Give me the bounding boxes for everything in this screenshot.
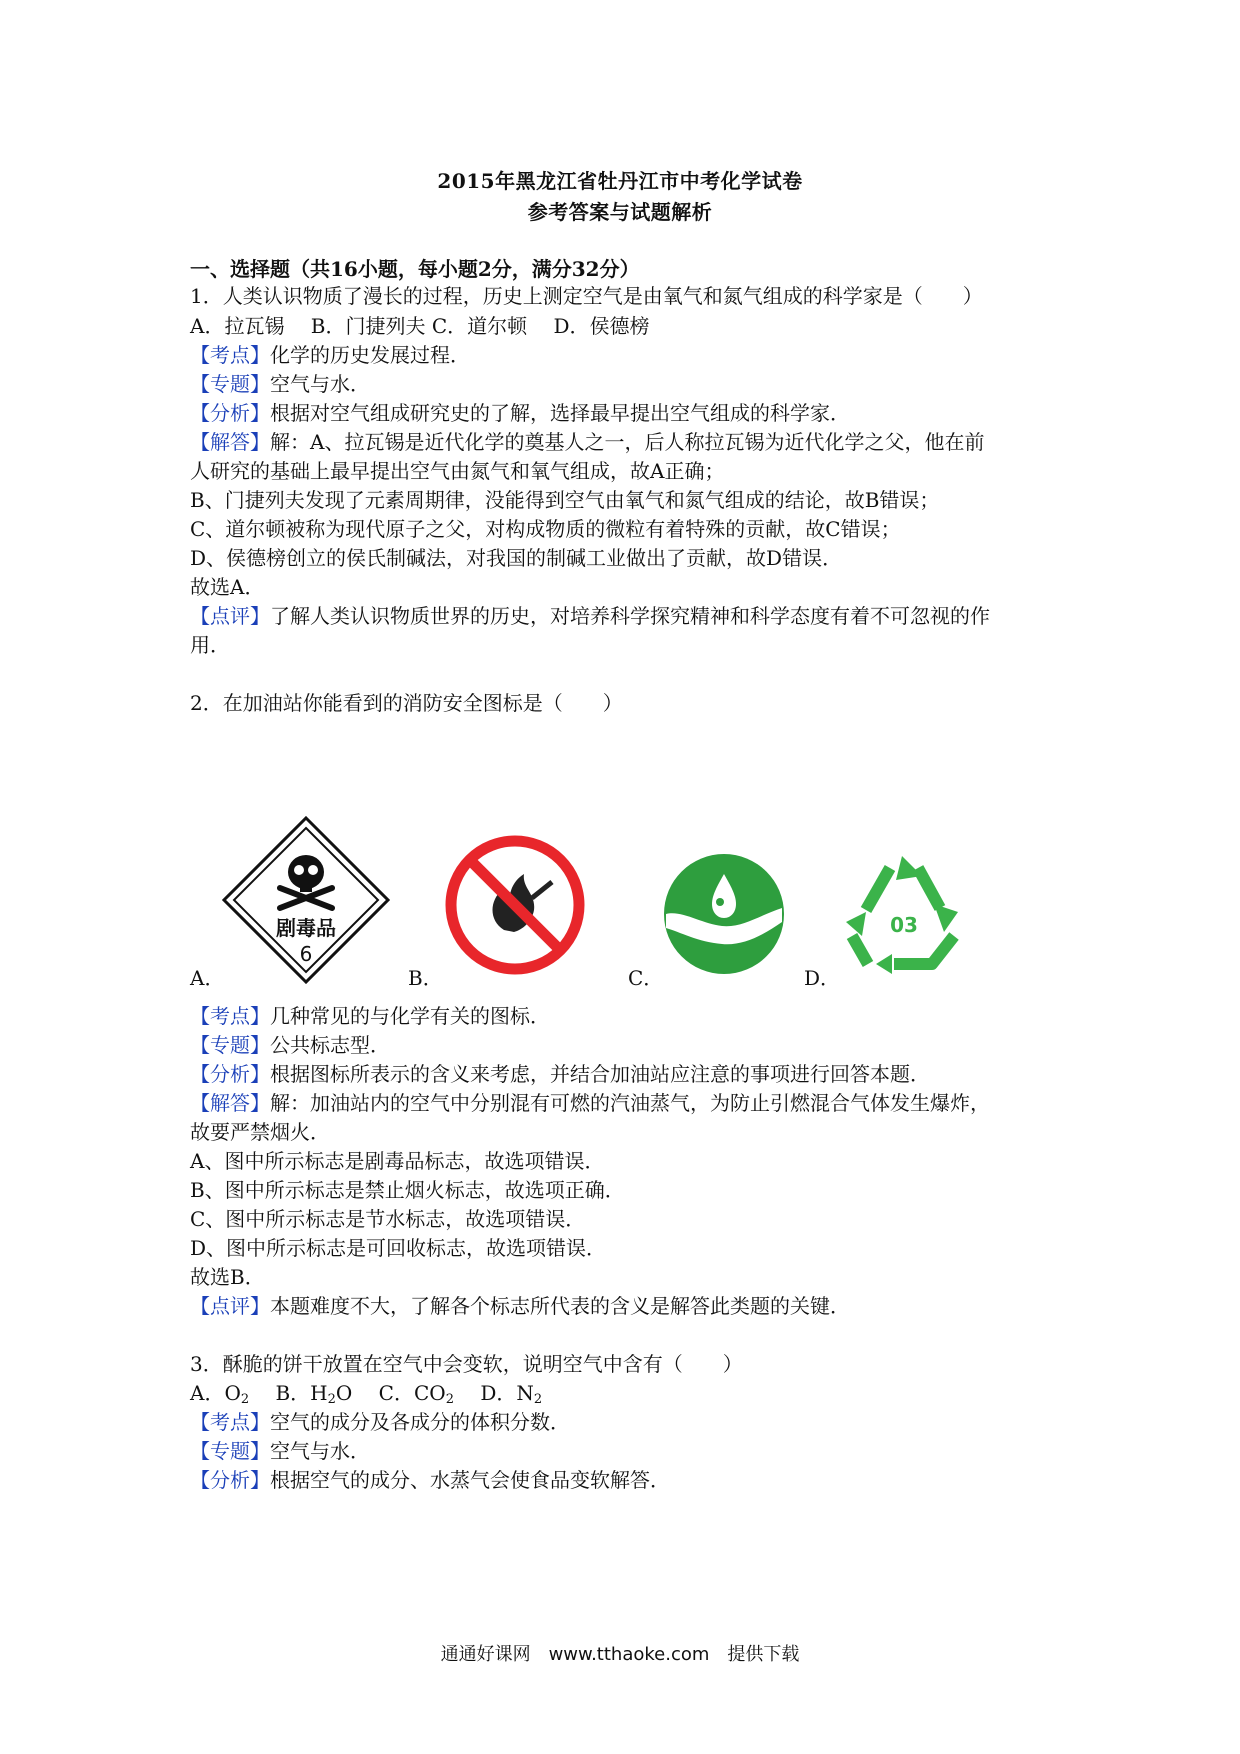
- fenxi-tag: 【分析】: [190, 1062, 270, 1086]
- dianping-tag: 【点评】: [190, 604, 270, 628]
- q1-jieda-line-5: D、侯德榜创立的侯氏制碱法，对我国的制碱工业做出了贡献，故D错误．: [190, 546, 843, 570]
- jieda-tag: 【解答】: [190, 1091, 270, 1115]
- q2-option-c-label: C．: [628, 966, 664, 990]
- water-saving-sign-icon: [662, 852, 786, 976]
- jieda-text: 解：A、拉瓦锡是近代化学的奠基人之一，后人称拉瓦锡为近代化学之父，他在前: [270, 430, 985, 454]
- zhuanti-tag: 【专题】: [190, 1439, 270, 1463]
- dianping-text: 本题难度不大，了解各个标志所代表的含义是解答此类题的关键．: [270, 1294, 850, 1318]
- dianping-tag: 【点评】: [190, 1294, 270, 1318]
- q3-stem: 3．酥脆的饼干放置在空气中会变软，说明空气中含有（ ）: [190, 1352, 743, 1376]
- q2-option-a-label: A．: [190, 966, 225, 990]
- toxic-sign-icon: [222, 816, 390, 984]
- fenxi-tag: 【分析】: [190, 401, 270, 425]
- q2-option-d-label: D．: [804, 966, 841, 990]
- q2-jieda-line-6: D、图中所示标志是可回收标志，故选项错误．: [190, 1236, 607, 1260]
- zhuanti-text: 公共标志型．: [270, 1033, 390, 1057]
- page-title: 2015年黑龙江省牡丹江市中考化学试卷: [437, 169, 803, 193]
- jieda-text: 解：加油站内的空气中分别混有可燃的汽油蒸气，为防止引燃混合气体发生爆炸，: [270, 1091, 990, 1115]
- q1-fenxi: [190, 397, 1070, 429]
- q2-option-b-label: B．: [408, 966, 443, 990]
- q3-zhuanti: [190, 1435, 1070, 1467]
- zhuanti-text: 空气与水．: [270, 1439, 370, 1463]
- q3-option-a: A．$O_2$: [190, 1381, 250, 1407]
- dianping-text: 了解人类认识物质世界的历史，对培养科学探究精神和科学态度有着不可忽视的作: [270, 604, 990, 628]
- q2-jieda-line-4: B、图中所示标志是禁止烟火标志，故选项正确．: [190, 1178, 625, 1202]
- fenxi-text: 根据对空气组成研究史的了解，选择最早提出空气组成的科学家．: [270, 401, 850, 425]
- q1-zhuanti: [190, 368, 1070, 400]
- q3-kaodian: [190, 1406, 1070, 1438]
- q3-option-d: D．$N_2$: [480, 1381, 543, 1407]
- zhuanti-tag: 【专题】: [190, 1033, 270, 1057]
- kaodian-tag: 【考点】: [190, 1004, 270, 1028]
- q2-fenxi: [190, 1058, 1070, 1090]
- kaodian-text: 空气的成分及各成分的体积分数．: [270, 1410, 570, 1434]
- q3-option-b: B．$H_2O$: [275, 1381, 353, 1407]
- q1-answer: 故选A．: [190, 575, 265, 599]
- fenxi-tag: 【分析】: [190, 1468, 270, 1492]
- page-subtitle: 参考答案与试题解析: [527, 200, 713, 224]
- q2-dianping: [190, 1290, 1070, 1322]
- kaodian-tag: 【考点】: [190, 343, 270, 367]
- q2-stem: 2．在加油站你能看到的消防安全图标是（ ）: [190, 691, 623, 715]
- kaodian-text: 化学的历史发展过程．: [270, 343, 470, 367]
- q1-options: A．拉瓦锡 B．门捷列夫 C．道尔顿 D．侯德榜: [190, 314, 650, 338]
- recycle-sign-icon: [836, 852, 970, 976]
- jieda-tag: 【解答】: [190, 430, 270, 454]
- section-heading: 一、选择题（共16小题，每小题2分，满分32分）: [190, 257, 640, 281]
- q1-stem: 1．人类认识物质了漫长的过程，历史上测定空气是由氧气和氮气组成的科学家是（ ）: [190, 284, 983, 308]
- page-footer: 通通好课网 www.tthaoke.com 提供下载: [440, 1644, 800, 1665]
- q1-jieda-line-3: B、门捷列夫发现了元素周期律，没能得到空气由氧气和氮气组成的结论，故B错误；: [190, 488, 940, 512]
- toxic-sign-number: 6: [299, 942, 313, 966]
- q2-answer: 故选B．: [190, 1265, 265, 1289]
- q2-jieda-line-5: C、图中所示标志是节水标志，故选项错误．: [190, 1207, 586, 1231]
- zhuanti-text: 空气与水．: [270, 372, 370, 396]
- q3-fenxi: [190, 1464, 1070, 1496]
- kaodian-tag: 【考点】: [190, 1410, 270, 1434]
- q2-jieda: [190, 1087, 1070, 1119]
- q1-dianping: [190, 600, 1070, 632]
- fenxi-text: 根据图标所表示的含义来考虑，并结合加油站应注意的事项进行回答本题．: [270, 1062, 930, 1086]
- q1-kaodian: [190, 339, 1070, 371]
- kaodian-text: 几种常见的与化学有关的图标．: [270, 1004, 550, 1028]
- q2-kaodian: [190, 1000, 1070, 1032]
- toxic-sign-label: 剧毒品: [276, 916, 336, 940]
- recycle-sign-number: 03: [890, 913, 918, 937]
- q1-jieda-line-4: C、道尔顿被称为现代原子之父，对构成物质的微粒有着特殊的贡献，故C错误；: [190, 517, 901, 541]
- q3-option-c: C．$CO_2$: [378, 1381, 454, 1407]
- q1-jieda: [190, 426, 1070, 458]
- q1-dianping-line-2: 用．: [190, 633, 230, 657]
- zhuanti-tag: 【专题】: [190, 372, 270, 396]
- q1-jieda-line-2: 人研究的基础上最早提出空气由氮气和氧气组成，故A正确；: [190, 459, 725, 483]
- no-fire-sign-icon: [444, 834, 586, 976]
- fenxi-text: 根据空气的成分、水蒸气会使食品变软解答．: [270, 1468, 670, 1492]
- q2-jieda-line-2: 故要严禁烟火．: [190, 1120, 330, 1144]
- q2-zhuanti: [190, 1029, 1070, 1061]
- q2-jieda-line-3: A、图中所示标志是剧毒品标志，故选项错误．: [190, 1149, 605, 1173]
